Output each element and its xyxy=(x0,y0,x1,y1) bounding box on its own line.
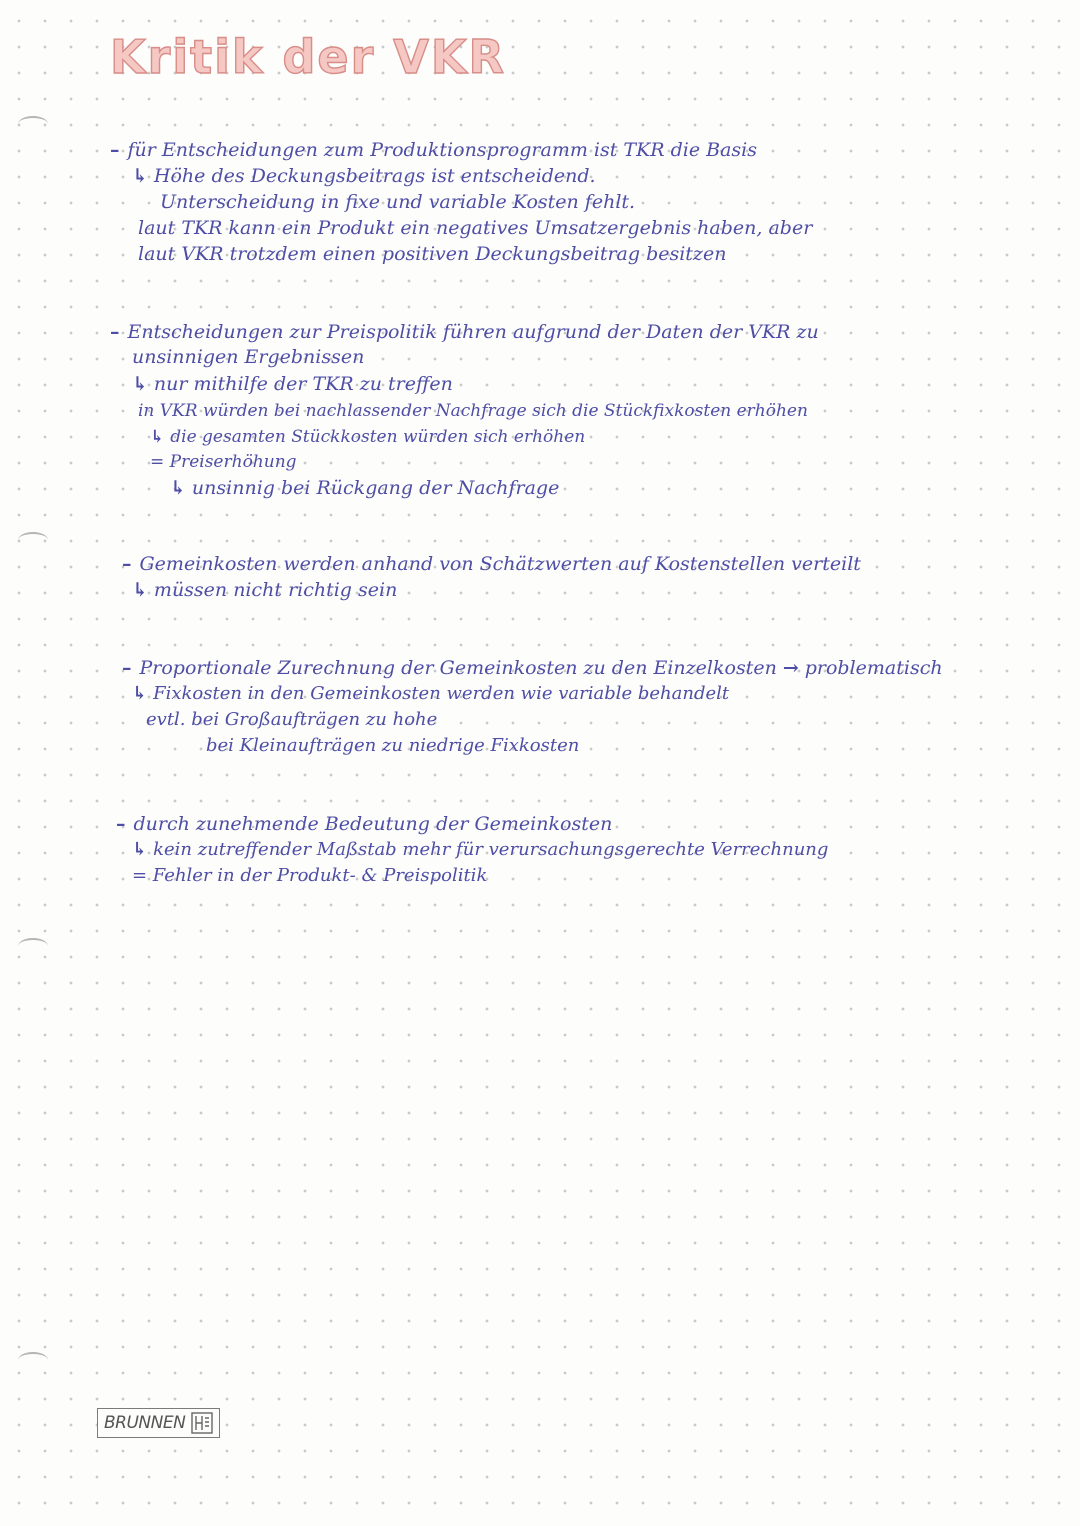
brand-name: BRUNNEN xyxy=(104,1413,186,1433)
note-line: in VKR würden bei nachlassender Nachfrage sich die Stückfixkosten erhöhen xyxy=(138,401,808,421)
brand-logo-icon xyxy=(191,1412,213,1434)
note-line: = Fehler in der Produkt- & Preispolitik xyxy=(132,865,488,886)
note-line: laut VKR trotzdem einen positiven Deckungsbeitrag besitzen xyxy=(138,243,727,265)
note-line: – durch zunehmende Bedeutung der Gemeinkosten xyxy=(116,813,613,835)
note-line: – Gemeinkosten werden anhand von Schätzwerten auf Kostenstellen verteilt xyxy=(122,553,861,575)
note-line: ↳ die gesamten Stückkosten würden sich erhöhen xyxy=(150,427,586,447)
note-line: – Proportionale Zurechnung der Gemeinkosten zu den Einzelkosten → problematisch xyxy=(122,657,943,679)
arrow-icon: ↳ xyxy=(132,579,148,601)
note-line: ↳ unsinnig bei Rückgang der Nachfrage xyxy=(170,477,560,499)
dash-mark: – xyxy=(122,553,132,575)
arrow-icon: ↳ xyxy=(170,477,186,499)
note-line: ↳ Fixkosten in den Gemeinkosten werden wie variable behandelt xyxy=(132,683,730,704)
note-line: Unterscheidung in fixe und variable Kosten fehlt. xyxy=(160,191,636,213)
note-line: – für Entscheidungen zum Produktionsprogramm ist TKR die Basis xyxy=(110,139,757,161)
dash-mark: – xyxy=(122,657,132,679)
punch-hole-mark xyxy=(18,938,48,954)
note-line: ↳ müssen nicht richtig sein xyxy=(132,579,398,601)
note-line: ↳ Höhe des Deckungsbeitrags ist entscheidend. xyxy=(132,165,596,187)
note-line: unsinnigen Ergebnissen xyxy=(132,346,365,368)
arrow-icon: ↳ xyxy=(132,683,148,704)
page-title: Kritik der VKR xyxy=(110,30,506,84)
punch-hole-mark xyxy=(18,116,48,132)
dash-mark: – xyxy=(110,321,120,343)
note-line: laut TKR kann ein Produkt ein negatives Umsatzergebnis haben, aber xyxy=(138,217,813,239)
arrow-icon: ↳ xyxy=(132,373,148,395)
note-line: bei Kleinaufträgen zu niedrige Fixkosten xyxy=(206,735,580,756)
note-line: ↳ kein zutreffender Maßstab mehr für verursachungsgerechte Verrechnung xyxy=(132,839,829,860)
punch-hole-mark xyxy=(18,1352,48,1368)
dash-mark: – xyxy=(110,139,120,161)
arrow-icon: ↳ xyxy=(132,839,148,860)
note-line: evtl. bei Großaufträgen zu hohe xyxy=(146,709,438,730)
arrow-icon: ↳ xyxy=(150,427,165,447)
arrow-icon: → xyxy=(782,657,799,679)
note-line: – Entscheidungen zur Preispolitik führen aufgrund der Daten der VKR zu xyxy=(110,321,819,343)
dash-mark: – xyxy=(116,813,126,835)
note-line: = Preiserhöhung xyxy=(150,452,297,472)
arrow-icon: ↳ xyxy=(132,165,148,187)
note-line: ↳ nur mithilfe der TKR zu treffen xyxy=(132,373,453,395)
punch-hole-mark xyxy=(18,532,48,548)
brand-stamp xyxy=(97,1408,220,1438)
